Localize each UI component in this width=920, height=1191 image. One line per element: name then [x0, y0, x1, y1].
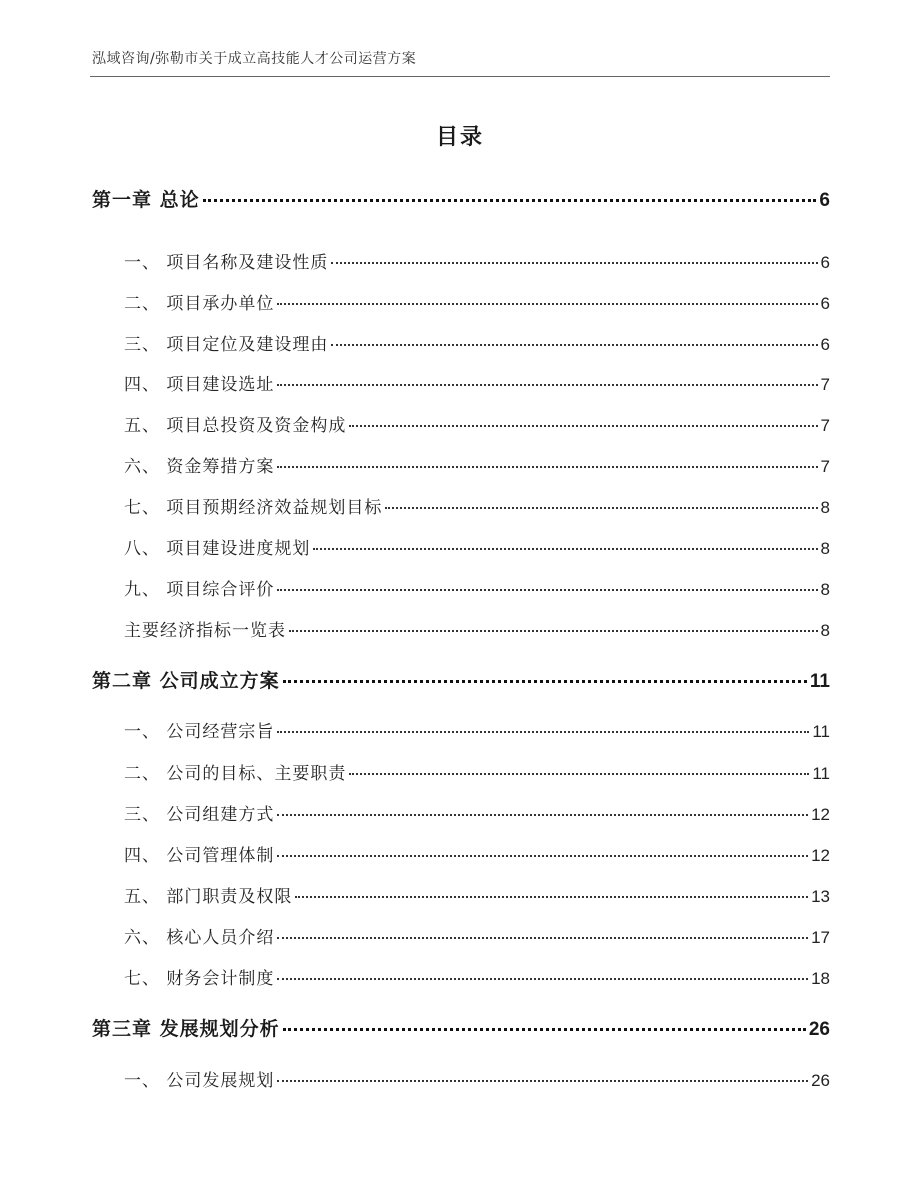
- toc-entry-page: 12: [811, 805, 830, 824]
- dot-leader: [277, 731, 809, 733]
- toc-entry-page: 26: [808, 1019, 830, 1040]
- toc-entry-label: 六、 资金筹措方案: [124, 457, 275, 477]
- toc-entry-label: 第二章 公司成立方案: [92, 670, 280, 692]
- toc-entry-label: 一、 公司发展规划: [124, 1071, 275, 1091]
- toc-entry-label: 四、 项目建设选址: [124, 375, 275, 395]
- dot-leader: [283, 680, 807, 683]
- toc-entry-page: 8: [820, 498, 830, 517]
- dot-leader: [349, 425, 817, 427]
- toc-entry[interactable]: [92, 616, 830, 641]
- dot-leader: [331, 262, 817, 264]
- dot-leader: [289, 630, 818, 632]
- toc-entry[interactable]: [92, 759, 830, 784]
- dot-leader: [277, 589, 817, 591]
- toc-entry-label: 主要经济指标一览表: [124, 621, 286, 641]
- toc-entry-label: 二、 项目承办单位: [124, 294, 275, 314]
- toc-entry[interactable]: [92, 800, 830, 825]
- toc-entry-page: 11: [812, 764, 830, 783]
- toc-entry[interactable]: [92, 248, 830, 273]
- dot-leader: [277, 466, 817, 468]
- toc-entry[interactable]: [92, 370, 830, 395]
- toc-entry[interactable]: [92, 1066, 830, 1091]
- toc-entry[interactable]: [92, 841, 830, 866]
- toc-entry-label: 五、 部门职责及权限: [124, 887, 293, 907]
- dot-leader: [385, 507, 817, 509]
- dot-leader: [277, 384, 817, 386]
- running-header: 泓域咨询/弥勒市关于成立高技能人才公司运营方案: [92, 51, 417, 67]
- toc-entry[interactable]: [92, 717, 830, 742]
- toc-entry[interactable]: [92, 452, 830, 477]
- toc-entry-page: 7: [820, 416, 830, 435]
- toc-entry[interactable]: [92, 964, 830, 989]
- toc-entry-page: 6: [819, 190, 830, 211]
- toc-entry-chapter-1[interactable]: [92, 185, 830, 212]
- toc-entry-page: 6: [820, 335, 830, 354]
- toc-entry-label: 八、 项目建设进度规划: [124, 539, 311, 559]
- toc-entry-page: 13: [811, 887, 830, 906]
- dot-leader: [313, 548, 817, 550]
- toc-entry[interactable]: [92, 289, 830, 314]
- toc-entry-page: 12: [811, 846, 830, 865]
- toc-entry-page: 17: [811, 928, 830, 947]
- toc-entry-chapter-2[interactable]: [92, 666, 830, 693]
- toc-entry-label: 一、 公司经营宗旨: [124, 722, 275, 742]
- dot-leader: [277, 303, 817, 305]
- dot-leader: [277, 1080, 808, 1082]
- toc-entry[interactable]: [92, 330, 830, 355]
- toc-entry-label: 六、 核心人员介绍: [124, 928, 275, 948]
- toc-entry-chapter-3[interactable]: [92, 1014, 830, 1041]
- toc-entry[interactable]: [92, 575, 830, 600]
- dot-leader: [283, 1028, 806, 1031]
- toc-entry-page: 8: [820, 539, 830, 558]
- toc-entry-label: 一、 项目名称及建设性质: [124, 253, 329, 273]
- toc-entry-label: 九、 项目综合评价: [124, 580, 275, 600]
- toc-entry-page: 8: [820, 580, 830, 599]
- toc-entry-page: 7: [820, 457, 830, 476]
- toc-entry-label: 二、 公司的目标、主要职责: [124, 764, 347, 784]
- dot-leader: [277, 978, 808, 980]
- dot-leader: [203, 199, 817, 202]
- toc-title: 目录: [435, 125, 484, 150]
- dot-leader: [349, 773, 809, 775]
- toc-entry[interactable]: [92, 493, 830, 518]
- dot-leader: [277, 937, 808, 939]
- toc-entry-page: 11: [812, 722, 830, 741]
- toc-entry-label: 四、 公司管理体制: [124, 846, 275, 866]
- toc-entry[interactable]: [92, 534, 830, 559]
- toc-entry-label: 七、 财务会计制度: [124, 969, 275, 989]
- toc-entry-page: 26: [811, 1071, 830, 1090]
- toc-entry-label: 三、 公司组建方式: [124, 805, 275, 825]
- dot-leader: [331, 344, 817, 346]
- toc-entry-label: 第一章 总论: [92, 189, 200, 211]
- toc-entry[interactable]: [92, 923, 830, 948]
- toc-entry-page: 8: [820, 621, 830, 640]
- dot-leader: [295, 896, 808, 898]
- dot-leader: [277, 855, 808, 857]
- toc-entry-page: 6: [820, 253, 830, 272]
- toc-entry[interactable]: [92, 882, 830, 907]
- toc-entry-label: 五、 项目总投资及资金构成: [124, 416, 347, 436]
- table-of-contents: [92, 0, 830, 1191]
- toc-entry-page: 6: [820, 294, 830, 313]
- toc-entry-page: 18: [811, 969, 830, 988]
- toc-entry-label: 七、 项目预期经济效益规划目标: [124, 498, 383, 518]
- toc-entry-page: 11: [809, 671, 830, 692]
- dot-leader: [277, 814, 808, 816]
- toc-entry-label: 第三章 发展规划分析: [92, 1018, 280, 1040]
- toc-entry[interactable]: [92, 411, 830, 436]
- toc-entry-page: 7: [820, 375, 830, 394]
- toc-entry-label: 三、 项目定位及建设理由: [124, 335, 329, 355]
